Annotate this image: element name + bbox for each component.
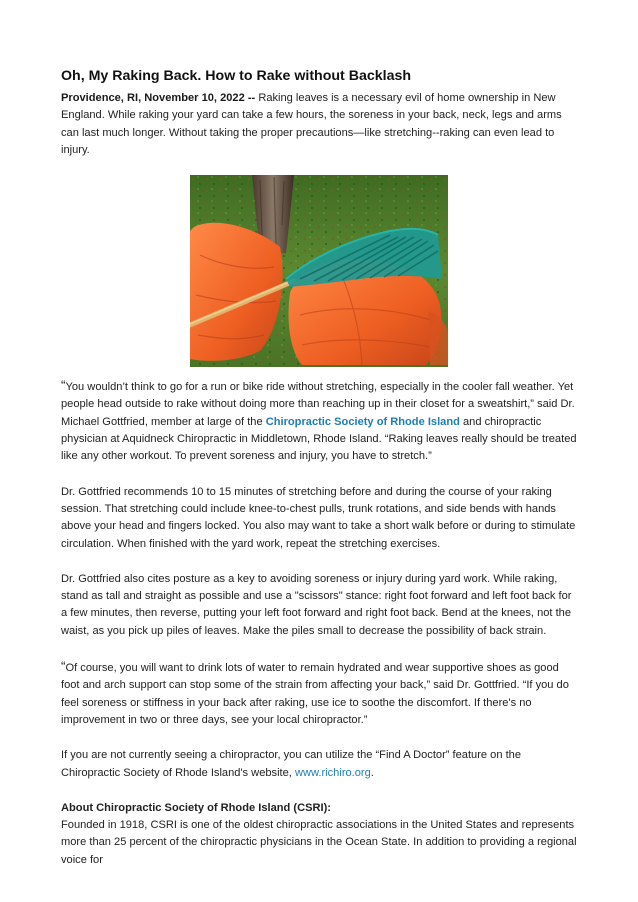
dateline: Providence, RI, November 10, 2022 -- [61, 92, 256, 104]
find-doctor-paragraph: If you are not currently seeing a chiropractor, you can utilize the “Find A Doctor” feature on the Chiropractic Society of Rhode Island's website, www.richiro.org. [61, 749, 522, 779]
leaf-bags-photo [190, 175, 448, 367]
csri-link[interactable]: Chiropractic Society of Rhode Island [265, 415, 460, 428]
quote-paragraph-1: “You wouldn’t think to go for a run or bike ride without stretching, especially in the cooler fall weather. Yet people head outside to rake without doing more than reaching up in their closet for a sweatshirt,” said Dr. Michael Gottfried, member at large of the Chiropractic Society of Rhode Island and chiropractic physician at Aquidneck Chiropractic in Middletown, Rhode Island. “Raking leaves really should be treated like any other workout. To prevent soreness and injury, you have to stretch.” [61, 378, 577, 463]
about-paragraph: Founded in 1918, CSRI is one of the oldest chiropractic associations in the United States and represents more than 25 percent of the chiropractic physicians in the Ocean State. In addition to providing a regional voice for [61, 819, 577, 866]
quote-paragraph-2: “Of course, you will want to drink lots of water to remain hydrated and wear supportive shoes as good foot and arch support can stop some of the strain from affecting your back,” said Dr. Gottfried. “If you do feel soreness or stiffness in your back after raking, use ice to soothe the discomfort. If there's no improvement in two or three days, see your local chiropractor.” [61, 659, 569, 726]
about-heading: About Chiropractic Society of Rhode Island (CSRI): [61, 801, 331, 814]
stretching-paragraph: Dr. Gottfried recommends 10 to 15 minutes of stretching before and during the course of your raking session. That stretching could include knee-to-chest pulls, trunk rotations, and side bends with hands above your head and fingers locked. You also may want to take a short walk before or during to stimulate circulation. When finished with the yard work, repeat the stretching exercises. [61, 485, 576, 550]
article-title: Oh, My Raking Back. How to Rake without Backlash [61, 68, 412, 84]
photo-illustration [190, 175, 448, 367]
intro-paragraph [61, 90, 578, 159]
posture-paragraph: Dr. Gottfried also cites posture as a key to avoiding soreness or injury during yard work. While raking, stand as tall and straight as possible and use a "scissors" stance: right foot forward and left foot back for a few minutes, then reverse, putting your left foot forward and right foot back. Bend at the knees, not the waist, as you pick up piles of leaves. Make the piles small to decrease the possibility of back strain. [61, 572, 572, 637]
website-link[interactable]: www.richiro.org [294, 766, 371, 779]
intro-text: Raking leaves is a necessary evil of home ownership in New England. While raking your yard can take a few hours, the soreness in your back, neck, legs and arms can last much longer. Without taking the proper precautions—like stretching--raking can even lead to injury. [61, 92, 562, 156]
article [61, 66, 578, 869]
